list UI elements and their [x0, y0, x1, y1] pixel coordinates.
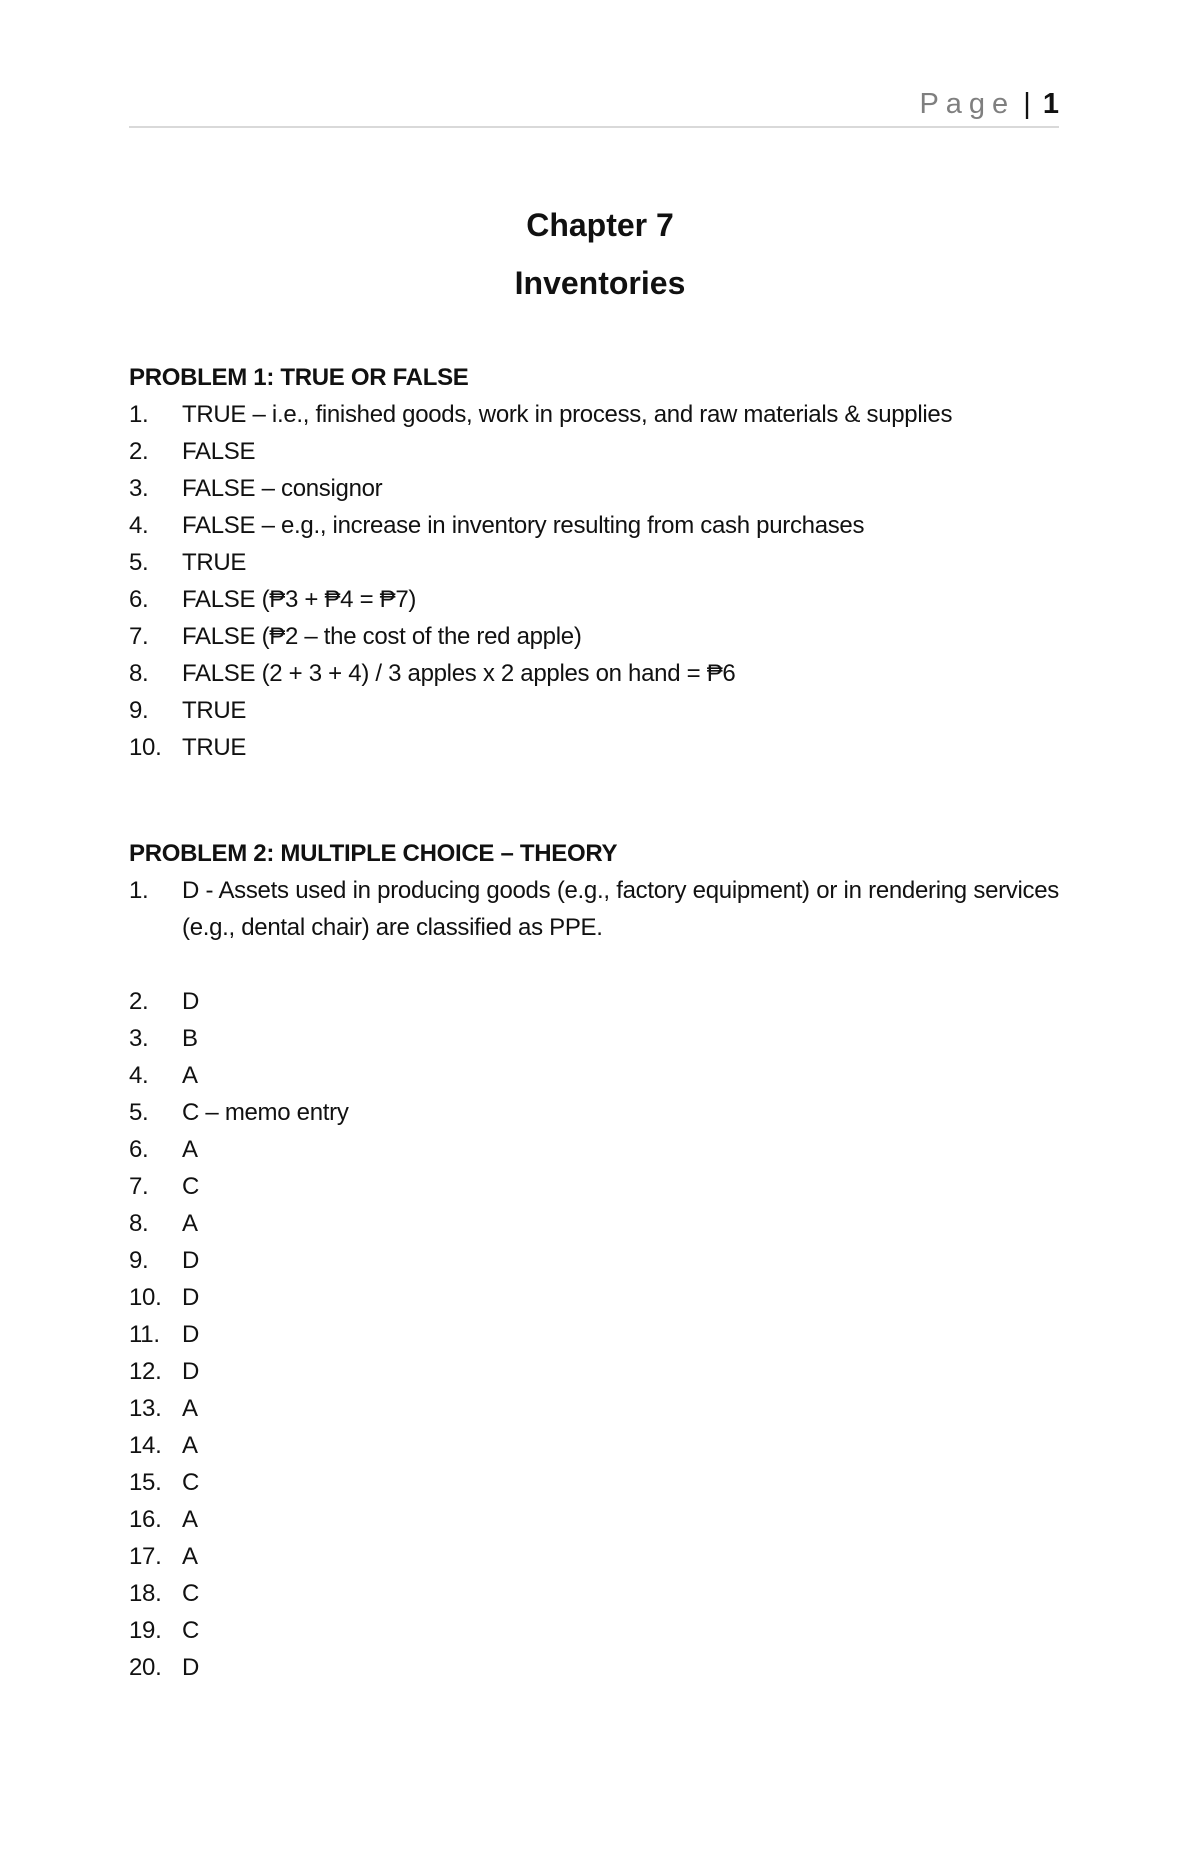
item-number: 10. — [129, 1284, 162, 1311]
item-number: 6. — [129, 586, 149, 613]
item-text: TRUE — [182, 549, 247, 576]
list-item — [129, 507, 1059, 544]
chapter-title: Chapter 7 — [526, 207, 674, 243]
problem-2-list — [129, 872, 1059, 1686]
list-item — [129, 396, 1059, 433]
list-item — [129, 1649, 1059, 1686]
item-text: A — [182, 1136, 198, 1163]
item-text: A — [182, 1062, 198, 1089]
page-separator: | — [1023, 88, 1031, 120]
item-text: D — [182, 1247, 200, 1274]
list-item — [129, 1353, 1059, 1390]
title-block — [0, 196, 1200, 312]
item-number: 14. — [129, 1432, 162, 1459]
item-number: 19. — [129, 1617, 162, 1644]
item-number: 18. — [129, 1580, 162, 1607]
item-number: 13. — [129, 1395, 162, 1422]
list-item — [129, 655, 1059, 692]
item-text: TRUE – i.e., finished goods, work in process, and raw materials & supplies — [182, 401, 953, 428]
item-text: D — [182, 1654, 200, 1681]
problem-2-section — [129, 835, 1059, 1686]
item-text: FALSE (₱3 + ₱4 = ₱7) — [182, 586, 417, 613]
item-number: 3. — [129, 1025, 149, 1052]
item-number: 15. — [129, 1469, 162, 1496]
list-item — [129, 872, 1059, 946]
list-item — [129, 729, 1059, 766]
item-text: TRUE — [182, 697, 247, 724]
item-text: C — [182, 1469, 200, 1496]
item-number: 8. — [129, 660, 149, 687]
item-number: 11. — [129, 1321, 160, 1348]
item-number: 20. — [129, 1654, 162, 1681]
list-item — [129, 433, 1059, 470]
item-text: D - Assets used in producing goods (e.g., factory equipment) or in rendering services (e.g., dental chair) are classified as PPE. — [182, 877, 1059, 941]
problem-1-heading: PROBLEM 1: TRUE OR FALSE — [129, 364, 469, 391]
item-text: D — [182, 1321, 200, 1348]
item-text: FALSE – consignor — [182, 475, 383, 502]
item-number: 16. — [129, 1506, 162, 1533]
item-text: A — [182, 1543, 198, 1570]
item-number: 9. — [129, 1247, 149, 1274]
list-item — [129, 1316, 1059, 1353]
chapter-subject: Inventories — [514, 265, 686, 301]
list-item — [129, 1575, 1059, 1612]
problem-1-section — [129, 359, 1059, 766]
item-text: FALSE — [182, 438, 256, 465]
item-number: 4. — [129, 1062, 149, 1089]
item-text: C — [182, 1580, 200, 1607]
problem-1-list — [129, 396, 1059, 766]
list-item — [129, 1057, 1059, 1094]
item-number: 2. — [129, 438, 149, 465]
item-number: 9. — [129, 697, 149, 724]
item-number: 17. — [129, 1543, 162, 1570]
list-item — [129, 618, 1059, 655]
item-number: 7. — [129, 1173, 149, 1200]
item-number: 10. — [129, 734, 162, 761]
list-item — [129, 1427, 1059, 1464]
item-text: A — [182, 1432, 198, 1459]
list-item — [129, 1464, 1059, 1501]
item-text: FALSE – e.g., increase in inventory resulting from cash purchases — [182, 512, 865, 539]
item-text: C — [182, 1173, 200, 1200]
item-text: FALSE (₱2 – the cost of the red apple) — [182, 623, 582, 650]
item-number: 1. — [129, 401, 149, 428]
list-item — [129, 1131, 1059, 1168]
list-item — [129, 1020, 1059, 1057]
page-header — [129, 86, 1059, 128]
item-number: 7. — [129, 623, 149, 650]
list-item — [129, 1538, 1059, 1575]
item-number: 1. — [129, 877, 149, 904]
item-number: 2. — [129, 988, 149, 1015]
item-number: 12. — [129, 1358, 162, 1385]
item-number: 5. — [129, 549, 149, 576]
item-text: B — [182, 1025, 198, 1052]
item-text: D — [182, 988, 200, 1015]
item-number: 6. — [129, 1136, 149, 1163]
page-number-label — [919, 86, 1059, 122]
item-number: 4. — [129, 512, 149, 539]
page-word: Page — [919, 88, 1016, 120]
item-text: C — [182, 1617, 200, 1644]
list-item — [129, 1205, 1059, 1242]
list-item — [129, 983, 1059, 1020]
item-text: D — [182, 1284, 200, 1311]
item-text: D — [182, 1358, 200, 1385]
list-item — [129, 581, 1059, 618]
problem-2-heading: PROBLEM 2: MULTIPLE CHOICE – THEORY — [129, 840, 618, 867]
item-text: A — [182, 1395, 198, 1422]
item-text: A — [182, 1210, 198, 1237]
item-text: FALSE (2 + 3 + 4) / 3 apples x 2 apples on hand = ₱6 — [182, 660, 736, 687]
list-item — [129, 1501, 1059, 1538]
list-item — [129, 544, 1059, 581]
list-item — [129, 1390, 1059, 1427]
list-item — [129, 1242, 1059, 1279]
list-item — [129, 1168, 1059, 1205]
blank-line — [129, 946, 1059, 983]
item-number: 8. — [129, 1210, 149, 1237]
list-item — [129, 470, 1059, 507]
list-item — [129, 1279, 1059, 1316]
item-text: A — [182, 1506, 198, 1533]
item-text: TRUE — [182, 734, 247, 761]
page-number: 1 — [1042, 88, 1059, 120]
list-item — [129, 1612, 1059, 1649]
item-number: 5. — [129, 1099, 149, 1126]
list-item — [129, 692, 1059, 729]
item-text: C – memo entry — [182, 1099, 349, 1126]
item-number: 3. — [129, 475, 149, 502]
list-item — [129, 1094, 1059, 1131]
